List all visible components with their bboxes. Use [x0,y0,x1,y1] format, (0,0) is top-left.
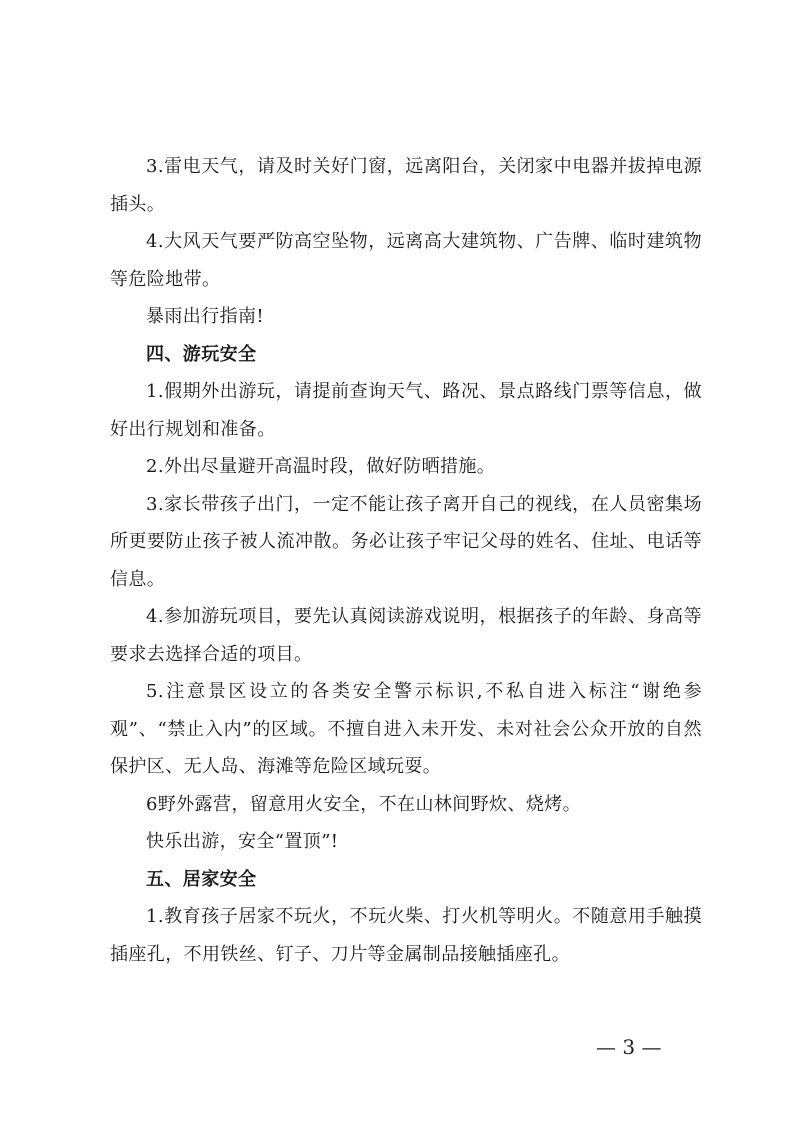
paragraph-camping-fire: 6野外露营，留意用火安全，不在山林间野炊、烧烤。 [146,793,582,815]
paragraph-rainstorm-guide: 暴雨出行指南! [146,306,265,327]
document-body [110,148,702,973]
page-number: — 3 — [596,1035,662,1059]
paragraph-child-supervision: 3.家长带孩子出门，一定不能让孩子离开自己的视线，在人员密集场所更要防止孩子被人流冲散。务必让孩子牢记父母的姓名、住址、电话等信息。 [110,493,702,590]
paragraph-fire-electric-safety: 1.教育孩子居家不玩火，不玩火柴、打火机等明火。不随意用手触摸插座孔，不用铁丝、钉子、刀片等金属制品接触插座孔。 [110,906,702,965]
paragraph-avoid-heat: 2.外出尽量避开高温时段，做好防晒措施。 [146,456,496,477]
paragraph-thunderstorm: 3.雷电天气，请及时关好门窗，远离阳台，关闭家中电器并拔掉电源插头。 [110,156,702,215]
paragraph-strong-wind: 4.大风天气要严防高空坠物，远离高大建筑物、广告牌、临时建筑物等危险地带。 [110,231,702,290]
paragraph-warning-signs: 5.注意景区设立的各类安全警示标识,不私自进入标注“谢绝参观”、“禁止入内”的区域。不擅自进入未开发、未对社会公众开放的自然保护区、无人岛、海滩等危险区域玩耍。 [110,681,702,777]
paragraph-travel-planning: 1.假期外出游玩，请提前查询天气、路况、景点路线门票等信息，做好出行规划和准备。 [110,381,702,440]
section-heading-travel-safety: 四、游玩安全 [146,343,257,365]
paragraph-safety-first: 快乐出游，安全“置顶”! [146,831,339,852]
paragraph-ride-rules: 4.参加游玩项目，要先认真阅读游戏说明，根据孩子的年龄、身高等要求去选择合适的项目。 [110,606,702,665]
section-heading-home-safety: 五、居家安全 [146,868,257,890]
